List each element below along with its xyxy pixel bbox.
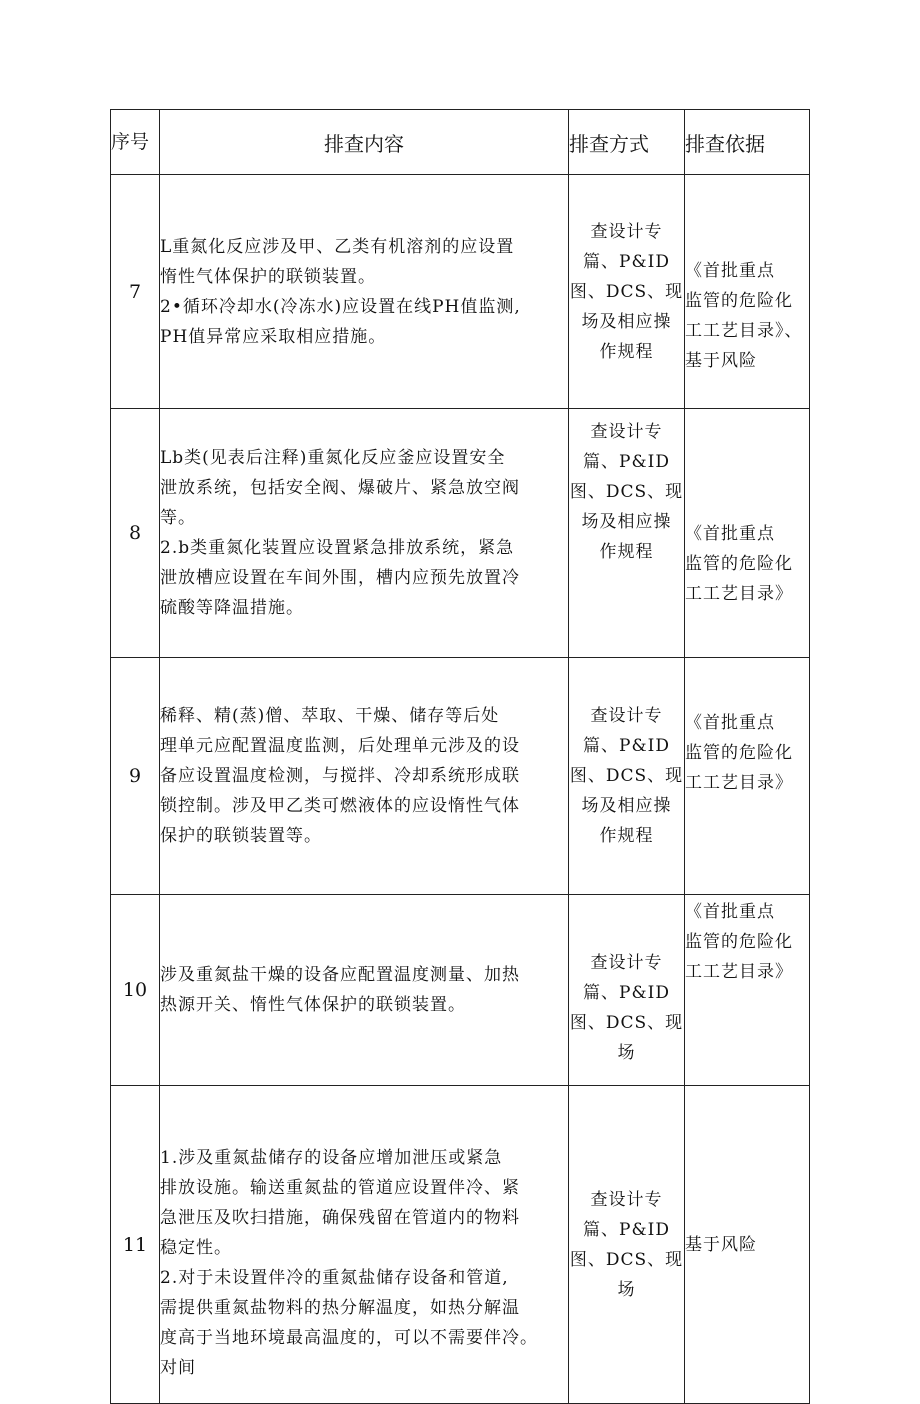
content-line: 度高于当地环境最高温度的，可以不需要伴冷。 xyxy=(160,1327,538,1348)
row-basis xyxy=(685,175,810,409)
row-content xyxy=(160,1086,569,1404)
basis-line: 工工艺目录》 xyxy=(685,584,793,604)
method-line: 场 xyxy=(617,1279,636,1300)
row-number: 10 xyxy=(111,895,160,1086)
header-method: 排查方式 xyxy=(569,110,685,175)
row-number: 9 xyxy=(111,658,160,895)
header-content: 排查内容 xyxy=(160,110,569,175)
row-method xyxy=(569,1086,685,1404)
table-row xyxy=(111,409,810,658)
basis-line: 监管的危险化 xyxy=(685,554,793,574)
method-line: 作规程 xyxy=(599,341,654,362)
content-line: 2.对于未设置伴冷的重氮盐储存设备和管道, xyxy=(160,1267,509,1288)
content-line: 备应设置温度检测，与搅拌、冷却系统形成联 xyxy=(160,766,520,786)
header-row xyxy=(111,110,810,175)
content-line: 惰性气体保护的联锁装置。 xyxy=(160,266,376,287)
row-basis xyxy=(685,1086,810,1404)
content-line: 热源开关、惰性气体保护的联锁装置。 xyxy=(160,995,466,1015)
method-line: 场及相应操 xyxy=(581,512,672,532)
method-line: 查设计专 xyxy=(590,953,663,973)
content-line: 保护的联锁装置等。 xyxy=(160,826,322,846)
row-content xyxy=(160,409,569,658)
method-line: 图、DCS、现 xyxy=(569,482,684,502)
row-number: 11 xyxy=(111,1086,160,1404)
basis-line: 《首批重点 xyxy=(685,260,775,281)
method-line: 图、DCS、现 xyxy=(569,1013,684,1033)
method-line: 作规程 xyxy=(599,542,654,562)
method-line: 篇、P&ID xyxy=(583,736,670,756)
row-method xyxy=(569,409,685,658)
content-line: 稀释、精(蒸)僧、萃取、干燥、储存等后处 xyxy=(160,706,500,726)
method-line: 图、DCS、现 xyxy=(569,281,684,302)
method-line: 图、DCS、现 xyxy=(569,766,684,786)
inspection-table xyxy=(110,109,810,1404)
row-content xyxy=(160,175,569,409)
row-basis xyxy=(685,658,810,895)
basis-line: 基于风险 xyxy=(685,1234,757,1255)
table-row xyxy=(111,658,810,895)
row-number: 7 xyxy=(111,175,160,409)
method-line: 查设计专 xyxy=(590,221,663,242)
content-line: 需提供重氮盐物料的热分解温度，如热分解温 xyxy=(160,1297,520,1318)
method-line: 查设计专 xyxy=(590,706,663,726)
table-row xyxy=(111,895,810,1086)
row-content xyxy=(160,658,569,895)
method-line: 作规程 xyxy=(599,826,654,846)
row-method xyxy=(569,895,685,1086)
content-line: 等。 xyxy=(160,508,196,528)
method-line: 篇、P&ID xyxy=(583,251,670,272)
method-line: 篇、P&ID xyxy=(583,983,670,1003)
content-line: 泄放槽应设置在车间外围，槽内应预先放置冷 xyxy=(160,568,520,588)
basis-line: 《首批重点 xyxy=(685,902,775,922)
row-method xyxy=(569,175,685,409)
content-line: 排放设施。输送重氮盐的管道应设置伴冷、紧 xyxy=(160,1177,520,1198)
header-seq: 序号 xyxy=(111,110,160,175)
method-line: 查设计专 xyxy=(590,1189,663,1210)
row-basis xyxy=(685,895,810,1086)
basis-line: 监管的危险化 xyxy=(685,932,793,952)
row-number: 8 xyxy=(111,409,160,658)
content-line: 稳定性。 xyxy=(160,1237,232,1258)
basis-line: 基于风险 xyxy=(685,350,757,371)
method-line: 场及相应操 xyxy=(581,796,672,816)
basis-line: 工工艺目录》 xyxy=(685,773,793,793)
basis-line: 监管的危险化 xyxy=(685,290,793,311)
basis-line: 《首批重点 xyxy=(685,524,775,544)
table-row xyxy=(111,1086,810,1404)
content-line: L重氮化反应涉及甲、乙类有机溶剂的应设置 xyxy=(160,236,515,257)
content-line: Lb类(见表后注释)重氮化反应釜应设置安全 xyxy=(160,448,506,468)
basis-line: 监管的危险化 xyxy=(685,743,793,763)
row-method xyxy=(569,658,685,895)
content-line: 2•循环冷却水(冷冻水)应设置在线PH值监测, xyxy=(160,296,521,317)
content-line: PH值异常应采取相应措施。 xyxy=(160,326,387,347)
content-line: 对间 xyxy=(160,1357,196,1378)
content-line: 锁控制。涉及甲乙类可燃液体的应设惰性气体 xyxy=(160,796,520,816)
method-line: 篇、P&ID xyxy=(583,1219,670,1240)
row-basis xyxy=(685,409,810,658)
basis-line: 《首批重点 xyxy=(685,713,775,733)
header-basis: 排查依据 xyxy=(685,110,810,175)
content-line: 泄放系统，包括安全阀、爆破片、紧急放空阀 xyxy=(160,478,520,498)
method-line: 篇、P&ID xyxy=(583,452,670,472)
content-line: 理单元应配置温度监测，后处理单元涉及的设 xyxy=(160,736,520,756)
method-line: 场及相应操 xyxy=(581,311,672,332)
content-line: 硫酸等降温措施。 xyxy=(160,598,304,618)
content-line: 涉及重氮盐干燥的设备应配置温度测量、加热 xyxy=(160,965,520,985)
method-line: 图、DCS、现 xyxy=(569,1249,684,1270)
content-line: 2.b类重氮化装置应设置紧急排放系统，紧急 xyxy=(160,538,515,558)
method-line: 查设计专 xyxy=(590,422,663,442)
table-row xyxy=(111,175,810,409)
basis-line: 工工艺目录》 xyxy=(685,962,793,982)
method-line: 场 xyxy=(617,1043,636,1063)
row-content xyxy=(160,895,569,1086)
content-line: 1.涉及重氮盐储存的设备应增加泄压或紧急 xyxy=(160,1147,503,1168)
content-line: 急泄压及吹扫措施，确保残留在管道内的物料 xyxy=(160,1207,520,1228)
basis-line: 工工艺目录》、 xyxy=(685,320,803,341)
